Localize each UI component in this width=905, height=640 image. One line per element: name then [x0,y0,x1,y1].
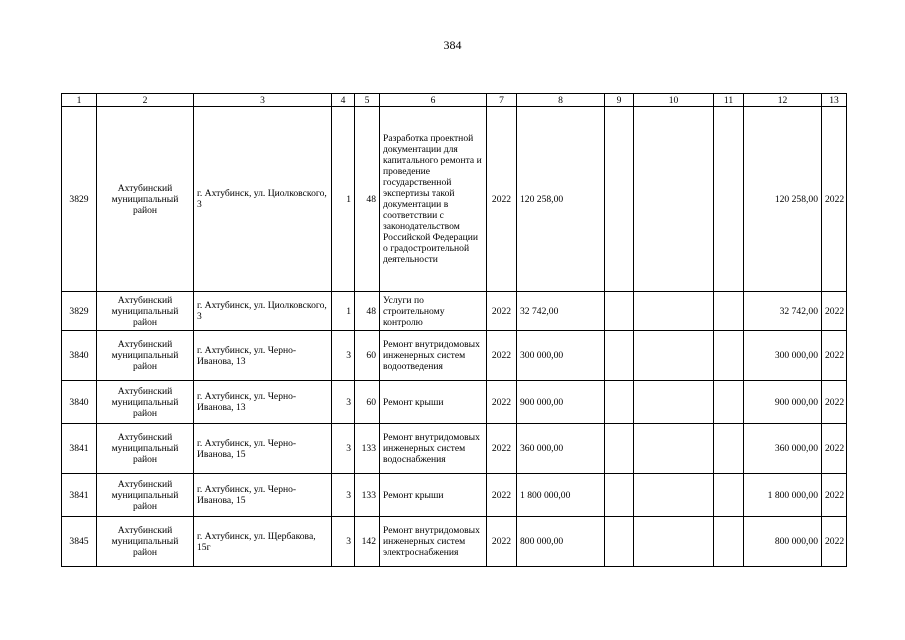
record-number-cell: 3829 [62,107,97,292]
address-cell: г. Ахтубинск, ул. Черно-Иванова, 13 [194,331,332,381]
address-cell: г. Ахтубинск, ул. Циолковского, 3 [194,292,332,331]
column-header: 6 [380,94,487,107]
column-11-cell [714,292,744,331]
cost-cell: 1 800 000,00 [517,474,605,517]
year-cell: 2022 [487,381,517,424]
table-row [62,331,847,381]
table-row [62,381,847,424]
municipality-cell: Ахтубинский муниципальный район [97,381,194,424]
column-header: 10 [634,94,714,107]
column-5-cell: 142 [355,517,380,567]
municipality-cell: Ахтубинский муниципальный район [97,517,194,567]
column-4-cell: 1 [332,107,355,292]
completion-year-cell: 2022 [822,474,847,517]
column-4-cell: 3 [332,381,355,424]
address-cell: г. Ахтубинск, ул. Циолковского, 3 [194,107,332,292]
column-header: 7 [487,94,517,107]
column-header: 3 [194,94,332,107]
column-5-cell: 60 [355,381,380,424]
year-cell: 2022 [487,331,517,381]
record-number-cell: 3845 [62,517,97,567]
column-header: 4 [332,94,355,107]
year-cell: 2022 [487,292,517,331]
column-header: 5 [355,94,380,107]
column-11-cell [714,424,744,474]
column-header: 12 [744,94,822,107]
cost-cell: 120 258,00 [517,107,605,292]
work-type-cell: Ремонт крыши [380,474,487,517]
work-type-cell: Услуги по строительному контролю [380,292,487,331]
column-9-cell [605,424,634,474]
record-number-cell: 3829 [62,292,97,331]
column-9-cell [605,107,634,292]
column-11-cell [714,107,744,292]
work-type-cell: Ремонт внутридомовых инженерных систем водоснабжения [380,424,487,474]
column-header: 13 [822,94,847,107]
municipality-cell: Ахтубинский муниципальный район [97,474,194,517]
work-type-cell: Ремонт внутридомовых инженерных систем электроснабжения [380,517,487,567]
total-cost-cell: 1 800 000,00 [744,474,822,517]
column-9-cell [605,292,634,331]
record-number-cell: 3841 [62,474,97,517]
column-4-cell: 3 [332,331,355,381]
completion-year-cell: 2022 [822,107,847,292]
total-cost-cell: 32 742,00 [744,292,822,331]
address-cell: г. Ахтубинск, ул. Щербакова, 15г [194,517,332,567]
municipality-cell: Ахтубинский муниципальный район [97,107,194,292]
column-11-cell [714,331,744,381]
year-cell: 2022 [487,517,517,567]
table-row [62,107,847,292]
total-cost-cell: 120 258,00 [744,107,822,292]
completion-year-cell: 2022 [822,517,847,567]
column-10-cell [634,107,714,292]
cost-cell: 360 000,00 [517,424,605,474]
completion-year-cell: 2022 [822,381,847,424]
record-number-cell: 3841 [62,424,97,474]
total-cost-cell: 900 000,00 [744,381,822,424]
page-number: 384 [443,38,462,52]
record-number-cell: 3840 [62,381,97,424]
column-11-cell [714,474,744,517]
cost-cell: 32 742,00 [517,292,605,331]
column-header: 8 [517,94,605,107]
table-row [62,292,847,331]
column-10-cell [634,424,714,474]
column-9-cell [605,474,634,517]
column-5-cell: 48 [355,107,380,292]
column-5-cell: 48 [355,292,380,331]
work-type-cell: Разработка проектной документации для капитального ремонта и проведение государственной экспертизы такой документации в соответствии с законодательством Российской Федерации о градостроительной деятельности [380,107,487,292]
completion-year-cell: 2022 [822,331,847,381]
column-4-cell: 3 [332,424,355,474]
table-row [62,424,847,474]
year-cell: 2022 [487,107,517,292]
address-cell: г. Ахтубинск, ул. Черно-Иванова, 15 [194,474,332,517]
column-header: 11 [714,94,744,107]
work-type-cell: Ремонт крыши [380,381,487,424]
completion-year-cell: 2022 [822,292,847,331]
cost-cell: 900 000,00 [517,381,605,424]
program-table [61,93,847,567]
table-row [62,517,847,567]
header-row [62,94,847,107]
cost-cell: 300 000,00 [517,331,605,381]
column-5-cell: 60 [355,331,380,381]
address-cell: г. Ахтубинск, ул. Черно-Иванова, 13 [194,381,332,424]
column-10-cell [634,331,714,381]
address-cell: г. Ахтубинск, ул. Черно-Иванова, 15 [194,424,332,474]
completion-year-cell: 2022 [822,424,847,474]
column-4-cell: 1 [332,292,355,331]
municipality-cell: Ахтубинский муниципальный район [97,331,194,381]
total-cost-cell: 800 000,00 [744,517,822,567]
column-4-cell: 3 [332,474,355,517]
column-9-cell [605,381,634,424]
column-10-cell [634,517,714,567]
column-9-cell [605,331,634,381]
column-5-cell: 133 [355,424,380,474]
column-10-cell [634,292,714,331]
column-10-cell [634,474,714,517]
municipality-cell: Ахтубинский муниципальный район [97,424,194,474]
column-5-cell: 133 [355,474,380,517]
table-row [62,474,847,517]
year-cell: 2022 [487,474,517,517]
column-header: 1 [62,94,97,107]
total-cost-cell: 360 000,00 [744,424,822,474]
municipality-cell: Ахтубинский муниципальный район [97,292,194,331]
column-9-cell [605,517,634,567]
column-10-cell [634,381,714,424]
work-type-cell: Ремонт внутридомовых инженерных систем водоотведения [380,331,487,381]
record-number-cell: 3840 [62,331,97,381]
year-cell: 2022 [487,424,517,474]
column-4-cell: 3 [332,517,355,567]
column-11-cell [714,517,744,567]
column-header: 2 [97,94,194,107]
cost-cell: 800 000,00 [517,517,605,567]
total-cost-cell: 300 000,00 [744,331,822,381]
column-11-cell [714,381,744,424]
column-header: 9 [605,94,634,107]
